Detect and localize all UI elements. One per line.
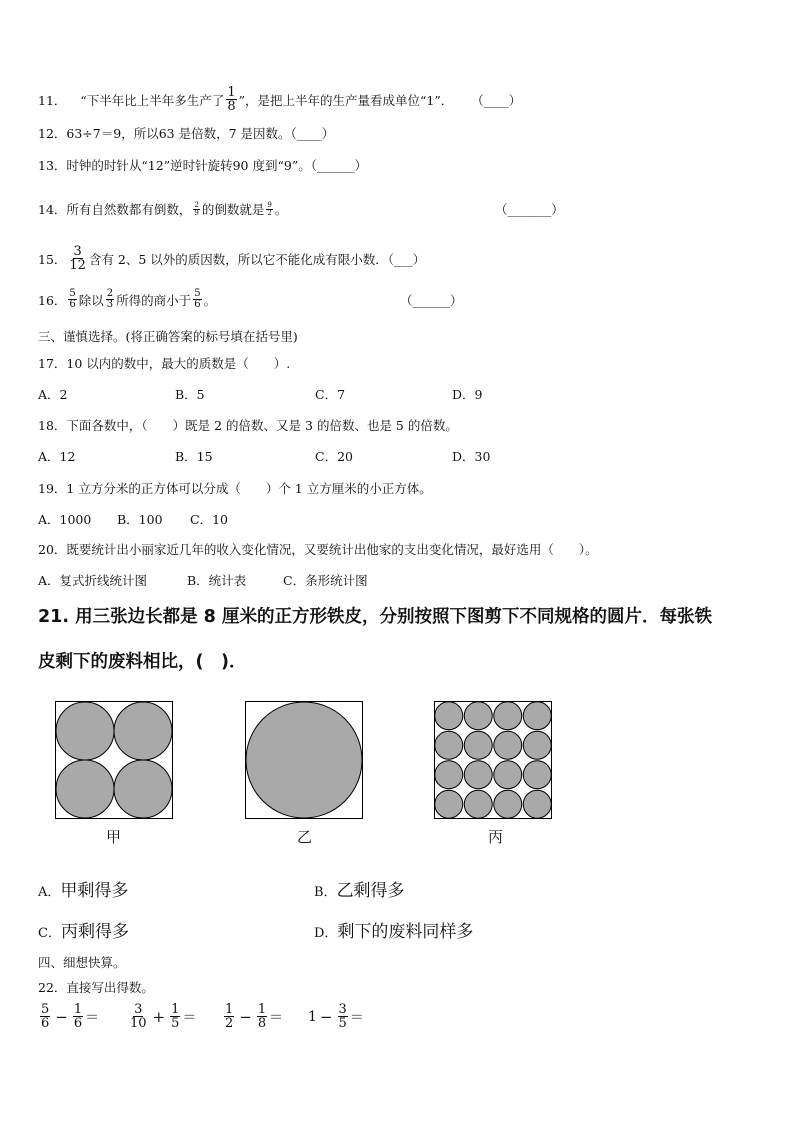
q22-item-1-frac-b [73,1003,83,1030]
q15-number: 15． [38,251,67,267]
q21-option-d-label: D． [314,926,338,941]
q21-option-c[interactable] [38,917,129,942]
question-15 [38,245,425,272]
q17-option-c[interactable]: C．7 [315,387,346,402]
q14-text-mid: 的倒数就是 [201,202,265,217]
q16-text-mid2: 所得的商小于 [116,292,192,308]
frac-num: 1 [73,1002,83,1017]
q22-text: 22．直接写出得数。 [38,980,154,995]
figure-bing-circle [435,702,463,730]
q11-number: 11． [38,92,67,108]
figure-bing-circle [464,761,492,789]
q20-text: 20．既要统计出小丽家近几年的收入变化情况，又要统计出他家的支出变化情况，最好选用（ ）。 [38,542,598,557]
q22-item-3 [222,1003,283,1030]
q18-option-d[interactable]: D．30 [452,449,491,464]
figure-bing-circle [435,790,463,818]
q21-option-d-text: 剩下的废料同样多 [337,922,474,942]
equals-sign: ＝ [349,1009,364,1026]
figure-bing-circle [435,761,463,789]
q18-option-c[interactable]: C．20 [315,449,353,464]
q14-fraction-1 [193,202,199,217]
q11-frac-den: 8 [227,99,236,114]
operator: − [55,1007,68,1026]
q13-text: 13．时钟的时针从“12”逆时针旋转90 度到“9”。（______） [38,158,367,173]
q22-item-1-frac-a [40,1003,50,1030]
figure-bing [434,701,552,819]
frac-den: 2 [225,1016,234,1031]
question-12 [38,124,334,142]
question-11 [38,86,521,113]
q16-f1-den: 6 [69,299,76,310]
q22-item-4-frac-b [338,1003,348,1030]
q11-text-pre: “下半年比上半年多生产了 [80,92,225,108]
q15-frac-num: 3 [73,244,82,259]
q16-fraction-3 [193,289,201,310]
q21-option-d[interactable] [314,917,473,942]
q20-option-c[interactable]: C．条形统计图 [283,573,368,588]
frac-den: 5 [338,1016,347,1031]
figure-bing-circle [435,731,463,759]
q20-option-a[interactable]: A．复式折线统计图 [38,573,148,588]
frac-num: 1 [225,1002,234,1017]
operator: − [239,1007,252,1026]
q22-item-2-frac-a [129,1003,148,1030]
frac-den: 6 [41,1016,50,1031]
q12-text: 12．63÷7＝9，所以63 是倍数，7 是因数。（____） [38,126,335,141]
q16-f3-num: 5 [194,288,201,299]
question-16 [38,288,463,310]
q22-item-4 [308,1003,364,1030]
frac-den: 8 [257,1016,267,1031]
q15-text-post: 含有 2、5 以外的质因数，所以它不能化成有限小数．（___） [88,251,426,267]
figure-bing-circle [523,790,551,818]
q14-text-pre: 14．所有自然数都有倒数， [38,202,192,217]
frac-den: 5 [171,1016,180,1031]
q17-option-d[interactable]: D．9 [452,387,483,402]
equals-sign: ＝ [182,1009,197,1026]
section-4-heading [38,953,126,971]
q11-frac-num: 1 [227,85,236,100]
q21-text-line-1: 21. 用三张边长都是 8 厘米的正方形铁皮，分别按照下图剪下不同规格的圆片．每张铁 [38,607,712,627]
figure-bing-circle [494,761,522,789]
q21-option-b[interactable] [314,876,405,901]
q21-option-a[interactable] [38,876,128,901]
operator: − [319,1007,333,1026]
figure-bing-circle [464,702,492,730]
figure-bing-label: 丙 [488,828,504,846]
figure-bing-circle [494,731,522,759]
q21-option-a-text: 甲剩得多 [60,881,129,901]
equals-sign: ＝ [269,1009,284,1026]
question-13 [38,156,367,174]
equals-sign: ＝ [85,1009,100,1026]
q16-f2-den: 3 [106,299,114,310]
question-20 [38,540,598,558]
whole-number: 1 [308,1008,317,1025]
q14-f1-den: 9 [194,208,199,217]
frac-num: 5 [41,1002,50,1017]
q21-option-c-label: C． [38,926,61,941]
question-17 [38,354,290,372]
section-3-heading [38,327,298,345]
q16-f2-num: 2 [106,288,114,299]
q22-item-3-frac-a [224,1003,234,1030]
q14-fraction-2 [266,202,272,217]
q11-text-post: ”，是把上半年的生产量看成单位“1”． [238,92,454,108]
q18-text: 18．下面各数中，（ ）既是 2 的倍数、又是 3 的倍数、也是 5 的倍数。 [38,418,458,433]
figure-bing-circle [523,702,551,730]
frac-num: 3 [338,1002,347,1017]
q19-option-b[interactable]: B．100 [117,512,163,527]
q14-text-post: 。 [274,202,288,217]
q16-text-post: 。 [203,292,217,308]
q21-option-b-label: B． [314,885,337,900]
figure-bing-circle [464,731,492,759]
q19-option-a[interactable]: A．1000 [38,512,92,527]
q16-text-mid1: 除以 [78,292,104,308]
q16-fraction-2 [106,289,114,310]
figure-bing-circle [494,790,522,818]
q21-option-b-text: 乙剩得多 [336,881,405,901]
frac-den: 10 [130,1016,147,1031]
q18-option-a[interactable]: A．12 [38,449,76,464]
frac-num: 3 [134,1002,143,1017]
q16-number: 16． [38,292,67,308]
q16-fraction-1 [68,289,76,310]
operator: + [152,1007,166,1026]
figure-jia-circle [56,760,114,818]
q17-text: 17．10 以内的数中，最大的质数是（ ）. [38,356,291,371]
figure-bing-circle [464,790,492,818]
figure-jia [55,701,173,819]
figure-jia-circle [56,702,114,760]
q16-f3-den: 6 [194,299,201,310]
question-18 [38,416,458,434]
q14-f1-num: 2 [194,200,199,209]
q14-answer-blank[interactable]: （_______） [495,202,564,217]
q14-f2-num: 9 [267,200,272,209]
q22-item-3-frac-b [257,1003,267,1030]
figure-jia-circle [114,760,172,818]
figure-jia-label: 甲 [106,828,122,846]
figure-yi [245,701,363,819]
q15-fraction [68,245,87,272]
section-3-title: 三、谨慎选择。(将正确答案的标号填在括号里) [38,329,298,344]
section-4-title: 四、细想快算。 [38,955,126,970]
q17-option-a[interactable]: A．2 [38,387,68,402]
question-22 [38,978,154,996]
figure-yi-label: 乙 [297,828,313,846]
figure-jia-circle [114,702,172,760]
q18-option-b[interactable]: B．15 [175,449,213,464]
frac-num: 1 [171,1002,180,1017]
q22-item-1 [38,1003,99,1030]
question-19 [38,479,432,497]
figure-bing-circle [523,761,551,789]
q21-text-line-2: 皮剩下的废料相比，( )． [38,652,247,672]
q22-item-2-frac-b [170,1003,180,1030]
q11-answer-blank[interactable]: （____） [471,92,522,108]
frac-den: 6 [73,1016,83,1031]
q14-f2-den: 2 [267,208,272,217]
q11-fraction [226,86,236,113]
figure-bing-circle [494,702,522,730]
q22-item-2 [127,1003,196,1030]
question-14 [38,200,564,218]
q15-frac-den: 12 [69,258,86,273]
q19-text: 19．1 立方分米的正方体可以分成（ ）个 1 立方厘米的小正方体。 [38,481,432,496]
q17-option-b[interactable]: B．5 [175,387,205,402]
figure-bing-circle [523,731,551,759]
q16-answer-blank[interactable]: （______） [400,292,463,308]
figure-yi-circle [246,702,362,818]
q20-option-b[interactable]: B．统计表 [187,573,247,588]
frac-num: 1 [257,1002,267,1017]
q16-f1-num: 5 [69,288,76,299]
q19-option-c[interactable]: C．10 [190,512,228,527]
q21-option-a-label: A． [38,885,61,900]
q21-option-c-text: 丙剩得多 [60,922,129,942]
